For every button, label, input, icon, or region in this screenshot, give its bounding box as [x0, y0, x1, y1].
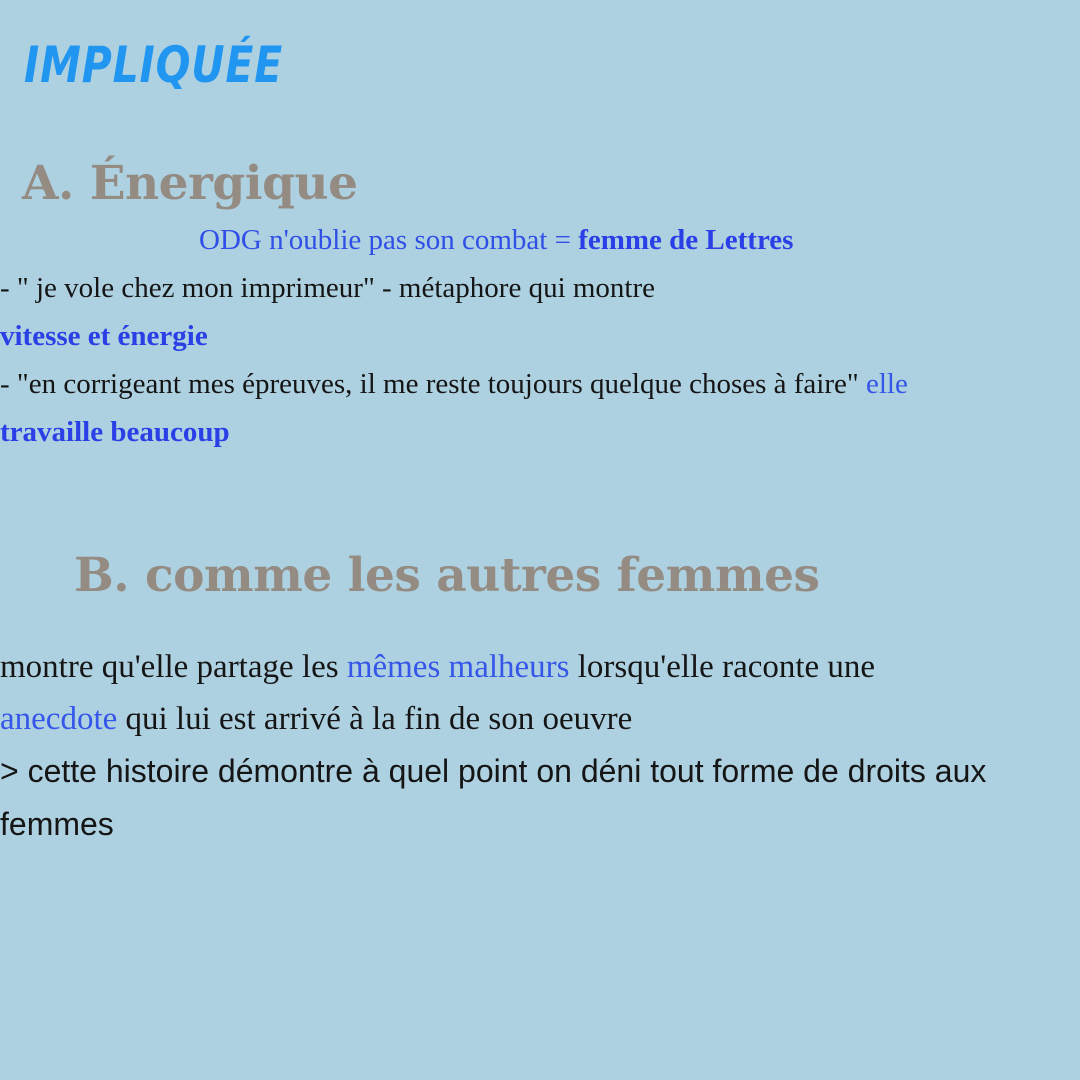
line-3-text: - "en corrigeant mes épreuves, il me reste toujours quelque choses à faire" — [0, 368, 866, 400]
note-bold: femme de Lettres — [578, 224, 794, 256]
section-a-note — [199, 224, 793, 257]
p2-highlight: anecdote — [0, 701, 118, 737]
section-a-line-2: vitesse et énergie — [0, 320, 208, 352]
note-prefix: ODG n'oublie pas son combat = — [199, 224, 579, 256]
section-a-line-4: travaille beaucoup — [0, 416, 230, 448]
line-3-blue: elle — [865, 368, 908, 400]
p1-highlight: mêmes malheurs — [346, 649, 570, 685]
section-b-paragraph-line-3: > cette histoire démontre à quel point on déni tout forme de droits aux — [0, 753, 987, 789]
p2-end: qui lui est arrivé à la fin de son oeuvre — [117, 701, 633, 737]
section-a-heading: A. Énergique — [22, 156, 358, 211]
section-b-paragraph-line-4: femmes — [0, 806, 114, 842]
section-b-paragraph-line-2 — [0, 701, 632, 738]
section-a-line-3 — [0, 368, 908, 401]
section-b-heading: B. comme les autres femmes — [74, 548, 820, 603]
p1-start: montre qu'elle partage les — [0, 649, 347, 685]
p1-end: lorsqu'elle raconte une — [569, 649, 876, 685]
page-title: IMPLIQUÉE — [24, 36, 284, 94]
section-a-line-1: - " je vole chez mon imprimeur" - métaphore qui montre — [0, 272, 656, 304]
section-b-paragraph-line-1 — [0, 649, 875, 686]
